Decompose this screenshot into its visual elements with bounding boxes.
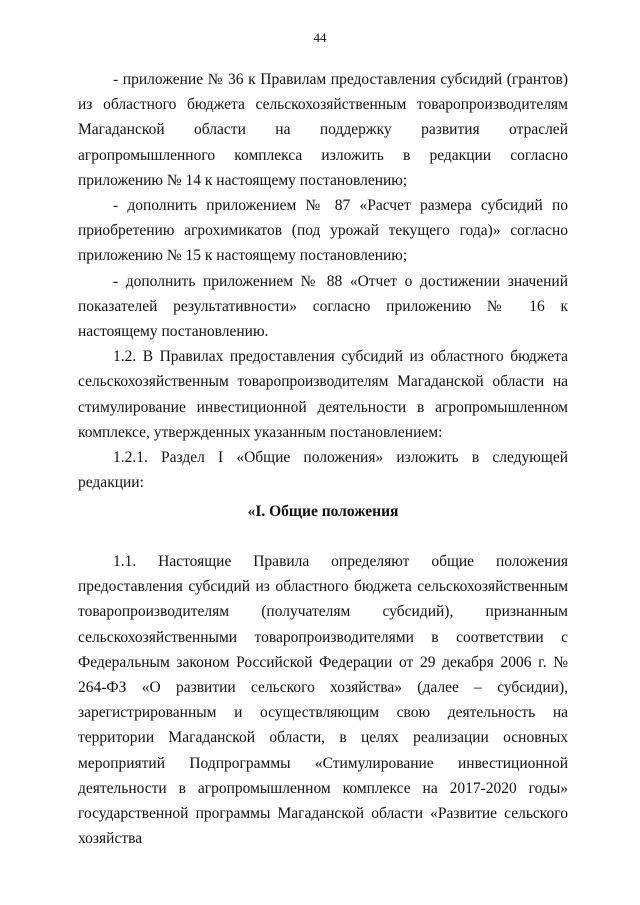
document-body-top <box>78 67 568 495</box>
paragraph-1-2: 1.2. В Правилах предоставления субсидий из областного бюджета сельскохозяйственным товаропроизводителям Магаданской области на стимулирование инвестиционной деятельности в агропромышленном комплексе, утвержденных указанным постановлением: <box>78 348 568 441</box>
paragraph-appendix-87: - дополнить приложением № 87 «Расчет размера субсидий по приобретению агрохимикатов (под урожай текущего года)» согласно приложению № 15 к настоящему постановлению; <box>78 197 568 265</box>
paragraph-1-2-1: 1.2.1. Раздел I «Общие положения» изложить в следующей редакции: <box>78 449 568 492</box>
paragraph-appendix-36: - приложение № 36 к Правилам предоставления субсидий (грантов) из областного бюджета сельскохозяйственным товаропроизводителям Магаданской области на поддержку развития отраслей агропромышленного комплекса изложить в редакции согласно приложению № 14 к настоящему постановлению; <box>78 71 568 189</box>
document-body-bottom <box>78 549 568 851</box>
paragraph-1-1: 1.1. Настоящие Правила определяют общие положения предоставления субсидий из областного бюджета сельскохозяйственным товаропроизводителям (получателям субсидий), признанным сельскохозяйственными товаропроизводителями в соответствии с Федеральным законом Российской Федерации от 29 декабря 2006 г. № 264-ФЗ «О развитии сельского хозяйства» (далее – субсидии), зарегистрированным и осуществляющим свою деятельность на территории Магаданской области, в целях реализации основных мероприятий Подпрограммы «Стимулирование инвестиционной деятельности в агропромышленном комплексе на 2017-2020 годы» государственной программы Магаданской области «Развитие сельского хозяйства <box>78 553 568 848</box>
paragraph-appendix-88: - дополнить приложением № 88 «Отчет о достижении значений показателей результативности» согласно приложению № 16 к настоящему постановлению. <box>78 272 568 341</box>
page-number: 44 <box>313 30 327 45</box>
section-heading: «I. Общие положения <box>247 503 399 520</box>
